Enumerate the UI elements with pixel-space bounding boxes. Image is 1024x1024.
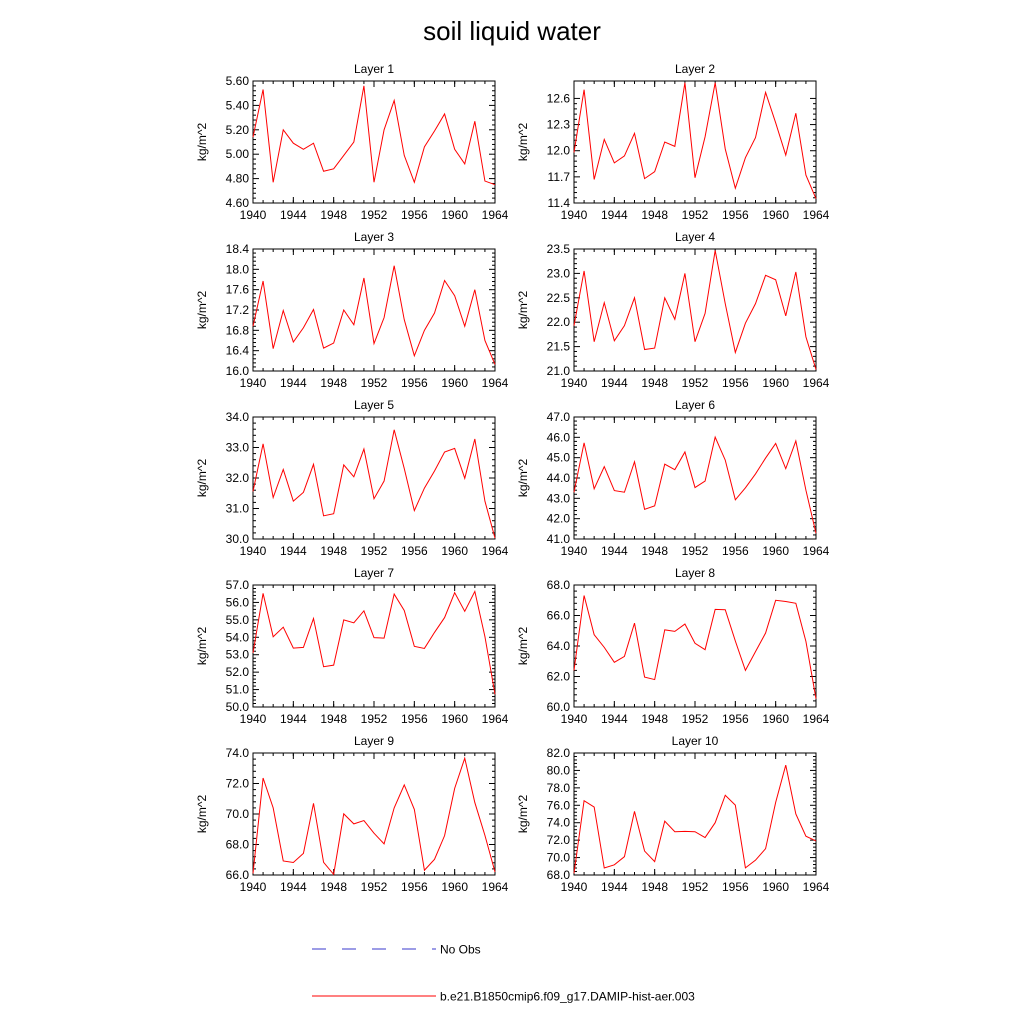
y-tick-label: 66.0 [225,868,249,882]
plot-frame [574,585,816,707]
y-tick-label: 4.60 [225,196,249,210]
x-tick-label: 1940 [239,208,267,222]
panel-layer-7 [195,566,509,726]
panel-layer-1 [195,62,509,222]
panel-title: Layer 9 [353,734,395,748]
y-tick-label: 55.0 [225,612,249,627]
panel-layer-6 [516,398,830,558]
y-axis-label: kg/m^2 [195,458,209,498]
panel-layer-3 [195,230,509,390]
y-tick-label: 16.0 [225,364,249,378]
panel-layer-10 [516,734,830,894]
x-tick-label: 1964 [802,712,830,726]
x-tick-label: 1944 [600,376,628,390]
plot-frame [253,81,495,203]
x-tick-label: 1964 [802,880,830,894]
x-tick-label: 1948 [641,208,669,222]
y-tick-label: 5.40 [225,98,249,113]
panel-title: Layer 3 [353,230,395,244]
x-tick-label: 1940 [560,880,588,894]
x-tick-label: 1944 [600,544,628,558]
x-tick-label: 1952 [360,544,388,558]
panels [195,62,830,894]
y-tick-label: 44.0 [546,471,570,485]
series-line [574,596,816,699]
plot-frame [253,249,495,371]
y-tick-label: 57.0 [225,578,249,592]
y-tick-label: 43.0 [546,491,570,506]
y-tick-label: 21.0 [546,364,570,378]
x-tick-label: 1960 [441,712,469,726]
x-tick-label: 1960 [762,376,790,390]
x-tick-label: 1956 [721,880,749,894]
x-tick-label: 1940 [560,376,588,390]
x-tick-label: 1944 [279,208,307,222]
y-tick-label: 52.0 [225,665,249,680]
plot-frame [253,585,495,707]
x-tick-label: 1940 [560,712,588,726]
y-tick-label: 78.0 [546,780,570,795]
x-tick-label: 1952 [681,208,709,222]
y-tick-label: 72.0 [225,776,249,791]
panel-layer-9 [195,734,509,894]
y-axis-label: kg/m^2 [516,626,530,666]
y-tick-label: 12.0 [546,143,570,158]
x-tick-label: 1960 [441,376,469,390]
x-tick-label: 1948 [320,208,348,222]
y-tick-label: 72.0 [546,833,570,848]
panel-title: Layer 2 [674,62,716,76]
x-tick-label: 1940 [560,544,588,558]
x-tick-label: 1948 [320,544,348,558]
x-tick-label: 1948 [320,880,348,894]
y-tick-label: 32.0 [225,471,249,485]
y-tick-label: 22.0 [546,315,570,330]
series-line [574,250,816,369]
x-tick-label: 1952 [681,376,709,390]
x-tick-label: 1956 [721,712,749,726]
y-tick-label: 68.0 [546,578,570,592]
y-tick-label: 11.4 [547,196,570,210]
y-tick-label: 70.0 [225,807,249,821]
plot-frame [574,249,816,371]
series-line [253,266,495,365]
panel-title: Layer 8 [674,566,716,580]
y-axis-label: kg/m^2 [195,626,209,666]
y-tick-label: 34.0 [225,410,249,424]
y-tick-label: 18.4 [225,242,249,256]
x-tick-label: 1944 [600,208,628,222]
y-axis-label: kg/m^2 [516,794,530,834]
legend [312,943,695,1004]
y-tick-label: 11.7 [547,169,570,184]
panel-layer-5 [195,398,509,558]
y-tick-label: 46.0 [546,430,570,445]
y-tick-label: 50.0 [225,700,249,714]
panel-layer-4 [516,230,830,390]
panel-title: Layer 1 [353,62,395,76]
x-tick-label: 1944 [279,880,307,894]
x-tick-label: 1952 [681,544,709,558]
x-tick-label: 1944 [279,376,307,390]
series-line [253,430,495,538]
panel-title: Layer 10 [671,734,719,748]
y-tick-label: 23.0 [546,266,570,281]
y-tick-label: 47.0 [546,410,570,424]
panel-title: Layer 4 [674,230,716,244]
x-tick-label: 1956 [721,376,749,390]
y-tick-label: 60.0 [546,700,570,714]
y-tick-label: 5.20 [225,122,249,137]
y-tick-label: 74.0 [546,815,570,830]
y-axis-label: kg/m^2 [195,122,209,162]
y-tick-label: 68.0 [225,837,249,852]
series-line [574,83,816,199]
x-tick-label: 1948 [320,376,348,390]
x-tick-label: 1964 [481,208,509,222]
y-tick-label: 33.0 [225,440,249,455]
x-tick-label: 1964 [481,544,509,558]
x-tick-label: 1960 [762,208,790,222]
x-tick-label: 1964 [802,376,830,390]
y-axis-label: kg/m^2 [516,122,530,162]
series-line [253,86,495,185]
plot-frame [574,81,816,203]
legend-label-model: b.e21.B1850cmip6.f09_g17.DAMIP-hist-aer.003 [440,989,695,1004]
y-tick-label: 18.0 [225,262,249,277]
x-tick-label: 1956 [721,544,749,558]
x-tick-label: 1956 [400,880,428,894]
y-tick-label: 82.0 [546,746,570,760]
plot-frame [253,417,495,539]
y-tick-label: 76.0 [546,798,570,813]
x-tick-label: 1956 [721,208,749,222]
y-tick-label: 12.6 [546,91,570,106]
x-tick-label: 1952 [360,376,388,390]
y-tick-label: 5.00 [225,147,249,162]
y-tick-label: 31.0 [225,501,249,516]
y-tick-label: 4.80 [225,171,249,186]
panel-title: Layer 5 [353,398,395,412]
y-tick-label: 68.0 [546,868,570,882]
plot-frame [574,417,816,539]
y-tick-label: 74.0 [225,746,249,760]
y-axis-label: kg/m^2 [516,290,530,330]
x-tick-label: 1956 [400,712,428,726]
x-tick-label: 1964 [802,544,830,558]
y-tick-label: 53.0 [225,647,249,662]
x-tick-label: 1964 [481,712,509,726]
x-tick-label: 1952 [360,880,388,894]
panel-title: Layer 6 [674,398,716,412]
y-tick-label: 12.3 [546,117,570,132]
x-tick-label: 1948 [641,544,669,558]
y-axis-label: kg/m^2 [195,794,209,834]
y-tick-label: 23.5 [546,242,570,256]
x-tick-label: 1964 [802,208,830,222]
panel-title: Layer 7 [353,566,395,580]
panel-layer-2 [516,62,830,222]
x-tick-label: 1952 [360,712,388,726]
series-line [253,591,495,694]
x-tick-label: 1940 [560,208,588,222]
series-line [253,758,495,874]
x-tick-label: 1940 [239,544,267,558]
x-tick-label: 1960 [441,208,469,222]
y-tick-label: 17.6 [225,282,249,297]
y-tick-label: 5.60 [225,74,249,88]
y-tick-label: 42.0 [546,511,570,526]
plot-frame [574,753,816,875]
x-tick-label: 1944 [600,880,628,894]
x-tick-label: 1956 [400,544,428,558]
x-tick-label: 1940 [239,712,267,726]
y-tick-label: 21.5 [546,339,570,354]
figure-title: soil liquid water [423,16,601,46]
x-tick-label: 1952 [360,208,388,222]
x-tick-label: 1948 [641,376,669,390]
y-tick-label: 41.0 [546,532,570,546]
y-axis-label: kg/m^2 [195,290,209,330]
y-tick-label: 56.0 [225,595,249,610]
y-tick-label: 80.0 [546,763,570,778]
y-tick-label: 51.0 [225,682,249,697]
y-tick-label: 54.0 [225,630,249,645]
y-tick-label: 17.2 [225,303,249,317]
x-tick-label: 1960 [441,544,469,558]
x-tick-label: 1940 [239,376,267,390]
y-tick-label: 16.4 [225,343,249,358]
x-tick-label: 1960 [762,544,790,558]
x-tick-label: 1948 [641,880,669,894]
y-tick-label: 22.5 [546,290,570,305]
y-tick-label: 64.0 [546,639,570,653]
y-tick-label: 62.0 [546,669,570,684]
x-tick-label: 1952 [681,880,709,894]
panel-layer-8 [516,566,830,726]
plot-frame [253,753,495,875]
x-tick-label: 1944 [279,712,307,726]
series-line [574,765,816,873]
x-tick-label: 1948 [320,712,348,726]
x-tick-label: 1964 [481,880,509,894]
legend-label-no-obs: No Obs [440,942,481,957]
x-tick-label: 1956 [400,376,428,390]
y-tick-label: 70.0 [546,850,570,865]
x-tick-label: 1952 [681,712,709,726]
x-tick-label: 1964 [481,376,509,390]
y-tick-label: 66.0 [546,608,570,623]
x-tick-label: 1944 [279,544,307,558]
x-tick-label: 1960 [441,880,469,894]
x-tick-label: 1944 [600,712,628,726]
y-tick-label: 45.0 [546,450,570,465]
series-line [574,437,816,533]
y-tick-label: 30.0 [225,532,249,546]
y-axis-label: kg/m^2 [516,458,530,498]
y-tick-label: 16.8 [225,323,249,338]
x-tick-label: 1940 [239,880,267,894]
x-tick-label: 1960 [762,712,790,726]
x-tick-label: 1960 [762,880,790,894]
x-tick-label: 1956 [400,208,428,222]
x-tick-label: 1948 [641,712,669,726]
